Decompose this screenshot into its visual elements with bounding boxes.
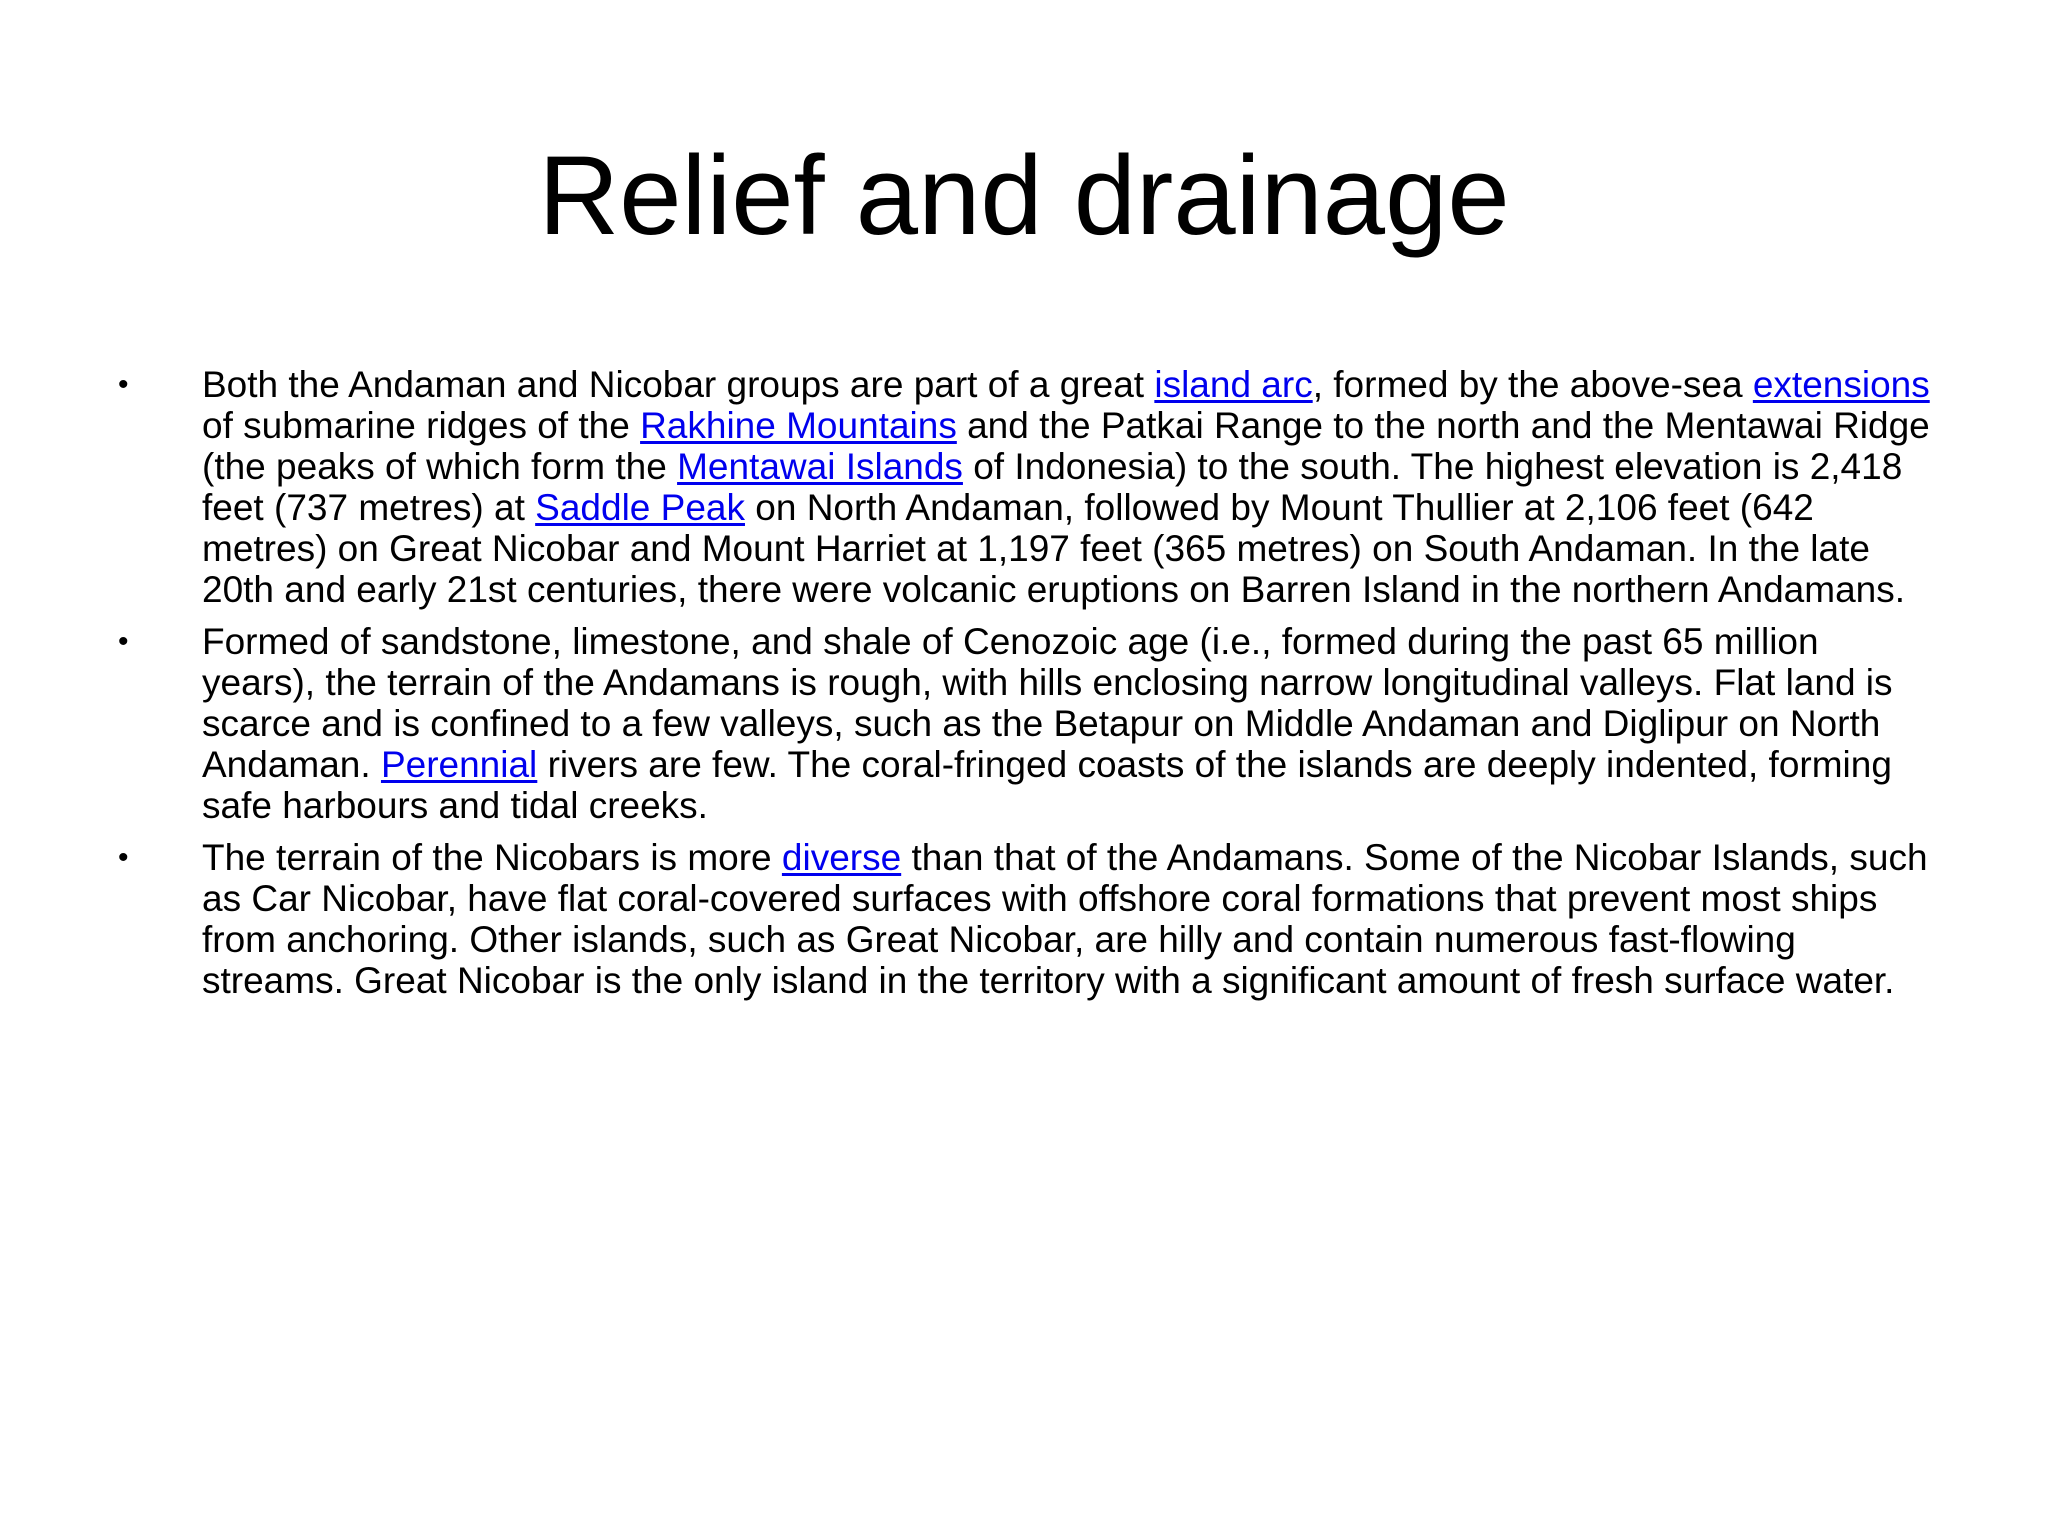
text-segment: of Indonesia) to the south. The highest elevation is 2,418 feet (737 metres) at (202, 446, 1903, 528)
bullet-text (202, 837, 1928, 1001)
bullet-icon: • (118, 368, 129, 401)
text-segment: rivers are few. The coral-fringed coasts of the islands are deeply indented, forming safe harbours and tidal creeks. (202, 744, 1892, 826)
text-segment: and the Patkai Range to the north and the Mentawai Ridge (the peaks of which form the (202, 405, 1930, 487)
slide-title: Relief and drainage (538, 133, 1510, 258)
bullet-text (202, 364, 1930, 610)
text-segment: , formed by the above-sea (1312, 364, 1753, 405)
text-segment: Formed of sandstone, limestone, and shale of Cenozoic age (i.e., formed during the past 65 million years), the terrain of the Andamans is rough, with hills enclosing narrow longitudinal valleys. Flat land is scarce and is confined to a few valleys, such as the Betapur on Middle Andaman and Diglipur on North Andaman. (202, 621, 1893, 785)
text-segment: on North Andaman, followed by Mount Thullier at 2,106 feet (642 metres) on Great Nicobar and Mount Harriet at 1,197 feet (365 metres) on South Andaman. In the late 20th and early 21st centuries, there were volcanic eruptions on Barren Island in the northern Andamans. (202, 487, 1906, 610)
link-island-arc[interactable]: island arc (1154, 364, 1313, 405)
link-diverse[interactable]: diverse (781, 837, 902, 878)
bullet-item-1 (118, 364, 1938, 610)
text-segment: than that of the Andamans. Some of the Nicobar Islands, such as Car Nicobar, have flat coral-covered surfaces with offshore coral formations that prevent most ships from anchoring. Other islands, such as Great Nicobar, are hilly and contain numerous fast-flowing streams. Great Nicobar is the only island in the territory with a significant amount of fresh surface water. (202, 837, 1928, 1001)
bullet-text (202, 621, 1893, 826)
link-extensions[interactable]: extensions (1752, 364, 1930, 405)
bullet-item-2 (118, 621, 1938, 826)
text-segment: The terrain of the Nicobars is more (202, 837, 782, 878)
bullet-list (118, 364, 1938, 1012)
bullet-icon: • (118, 841, 129, 874)
text-segment: of submarine ridges of the (202, 405, 641, 446)
link-rakhine-mountains[interactable]: Rakhine Mountains (640, 405, 957, 446)
bullet-item-3 (118, 837, 1938, 1001)
link-saddle-peak[interactable]: Saddle Peak (535, 487, 745, 528)
link-perennial[interactable]: Perennial (380, 744, 538, 785)
bullet-icon: • (118, 625, 129, 658)
text-segment: Both the Andaman and Nicobar groups are part of a great (202, 364, 1155, 405)
link-mentawai-islands[interactable]: Mentawai Islands (677, 446, 963, 487)
